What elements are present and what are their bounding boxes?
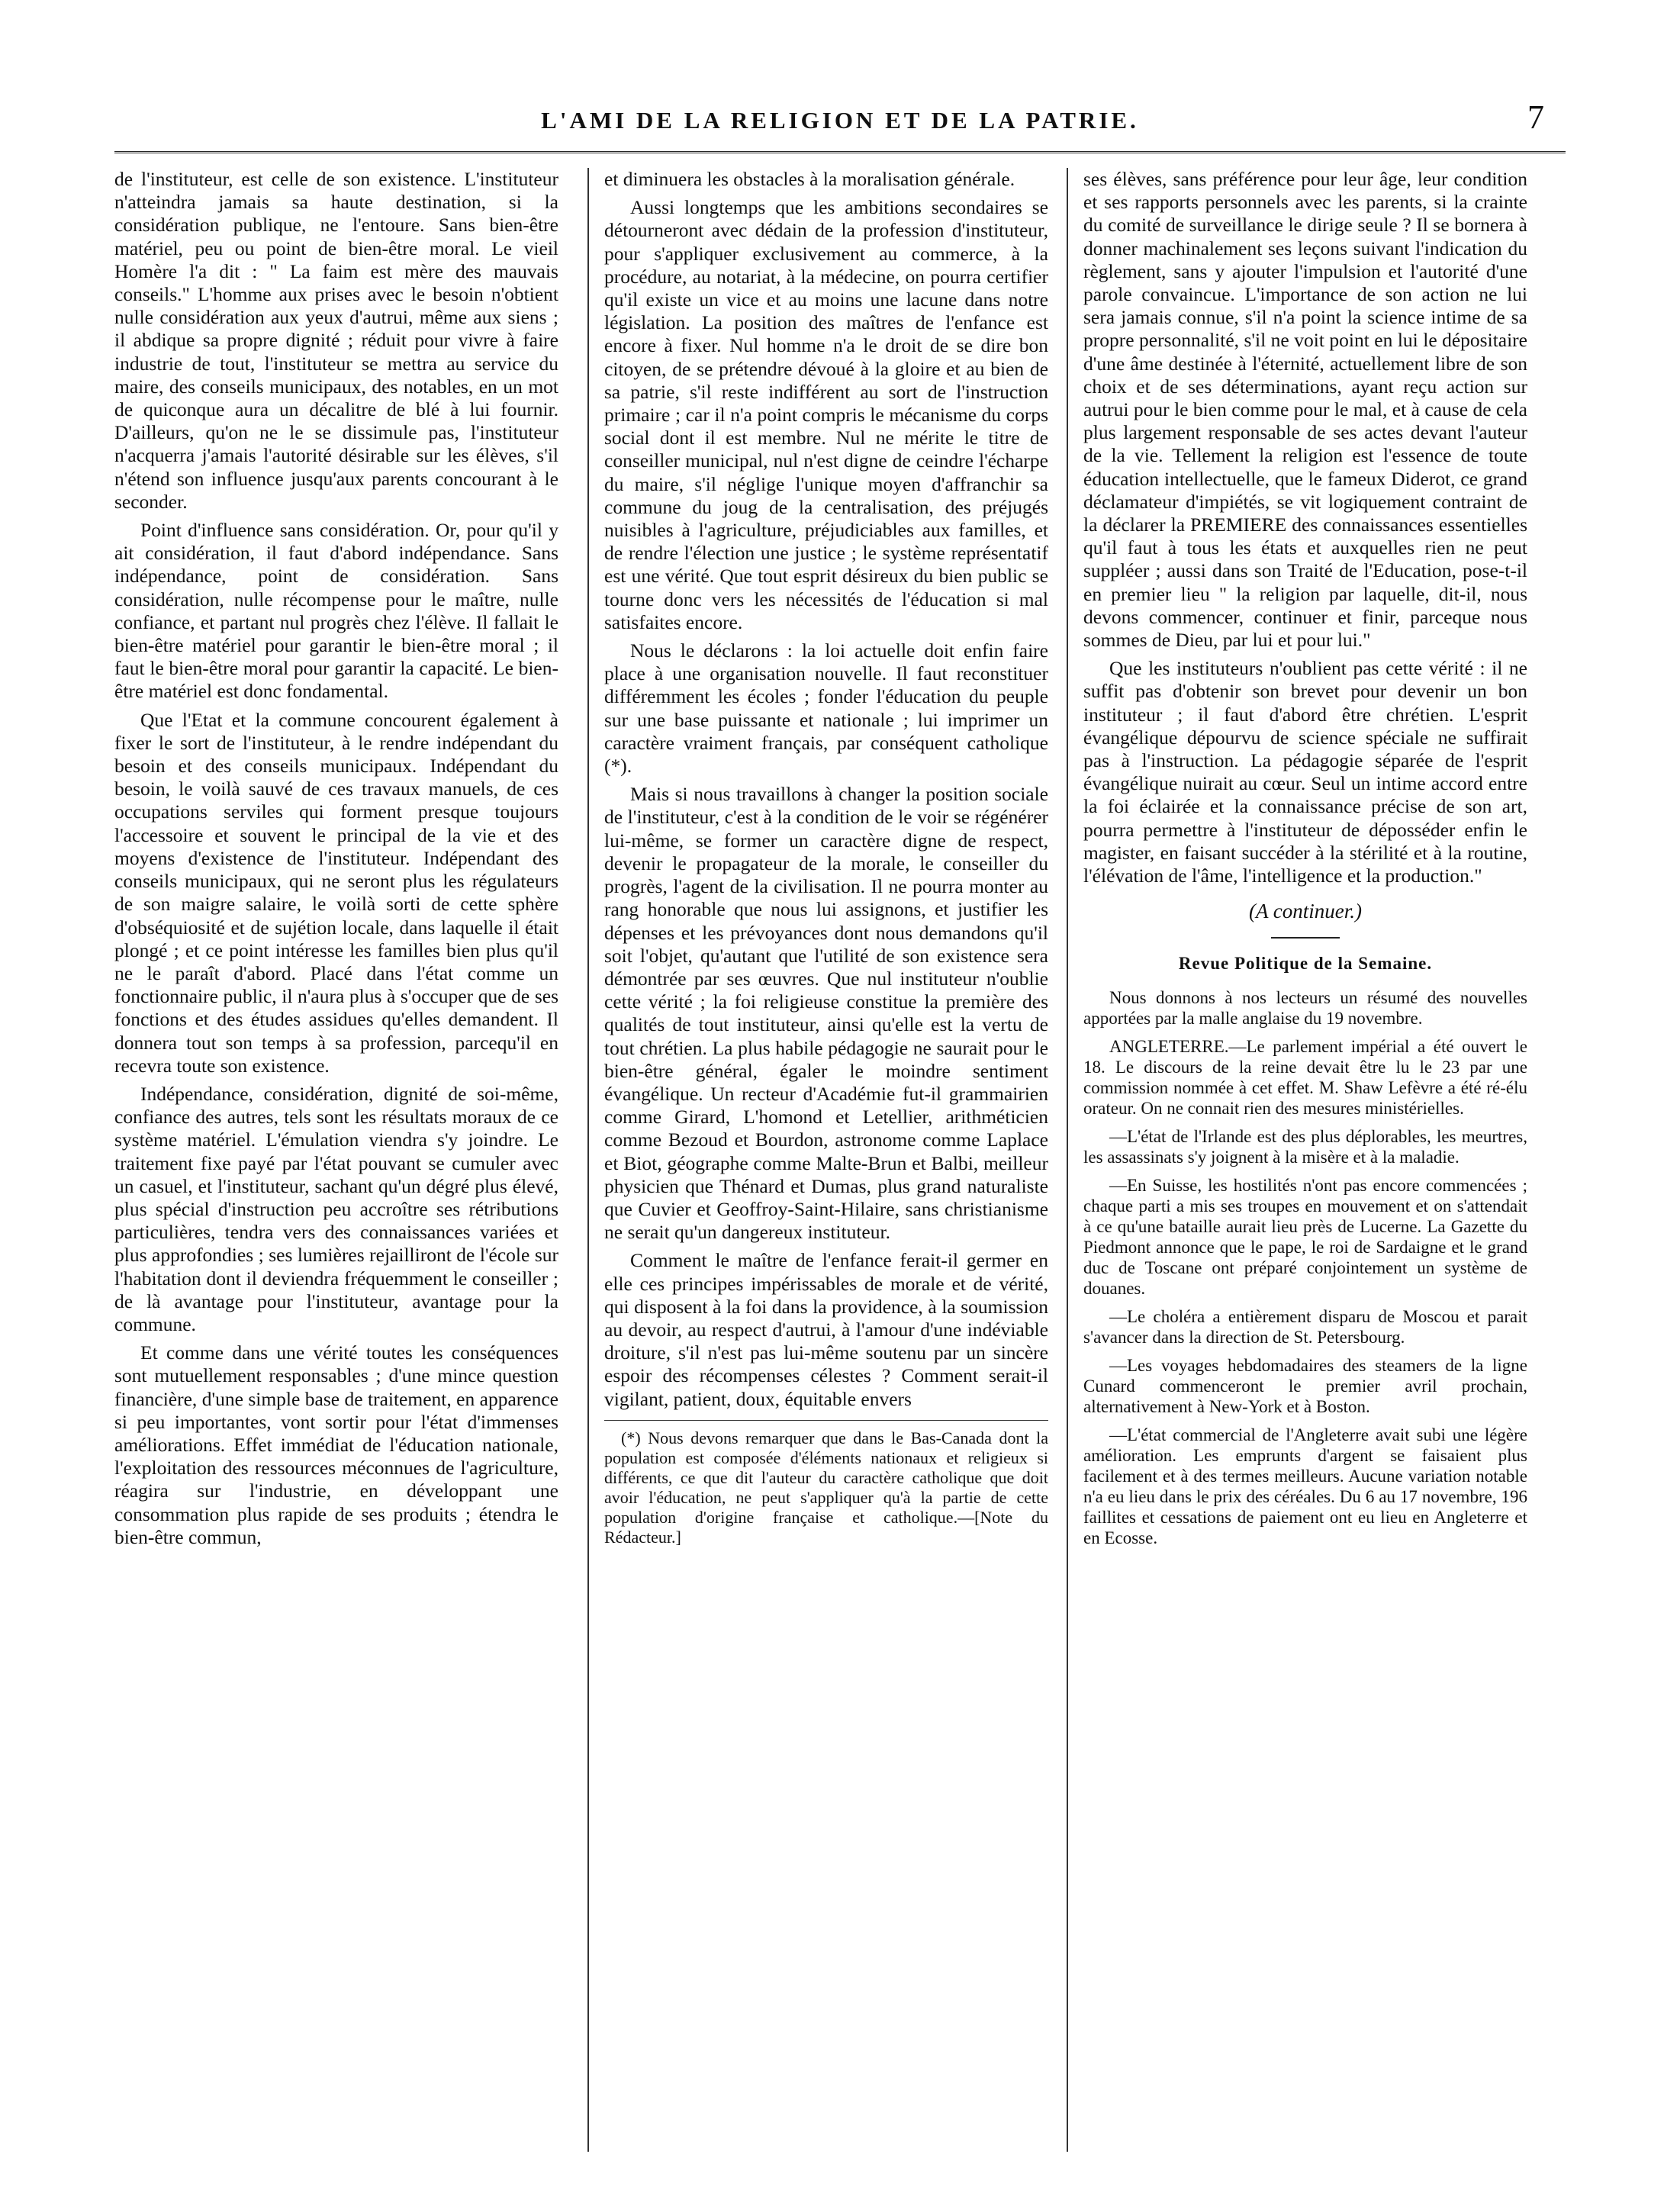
paragraph: de l'instituteur, est celle de son existence. L'instituteur n'atteindra jamais sa haute destination, si la considération publique, ne l'entoure. Sans bien-être matériel, peu ou point de bien-être moral. Le vieil Homère l'a dit : " La faim est mère des mauvais conseils." L'homme aux prises avec le besoin n'obtient nulle considération aux yeux d'autrui, même aux siens ; il abdique sa propre dignité ; réduit pour vivre à faire industrie de tout, l'instituteur se mettra au service du maire, des conseils municipaux, des notables, en un mot de quiconque aura un décalitre de blé à lui fournir. D'ailleurs, qu'on ne le se dissimule pas, l'instituteur n'acquerra j'amais l'autorité désirable sur les élèves, s'il n'étend son influence jusqu'aux parents concourant à le seconder. — [114, 168, 558, 513]
to-be-continued: (A continuer.) — [1249, 900, 1362, 923]
section-rule — [1271, 937, 1340, 939]
footnote — [604, 1420, 1048, 1547]
paragraph: Mais si nous travaillons à changer la position sociale de l'instituteur, c'est à la condition de le voir se régénérer lui-même, se former un caractère digne de respect, devenir le propagateur de la morale, le conseiller du progrès, l'agent de la civilisation. Il ne pourra monter au rang honorable que nous lui assignons, et justifier les dépenses et les prévoyances dont nous demandons qu'il soit l'objet, qu'autant que l'utilité de son existence sera démontrée par ses œuvres. Que nul instituteur n'oublie cette vérité ; la foi religieuse constitue la première des qualités de tout instituteur, ainsi qu'elle est la vertu de tout chrétien. La plus habile pédagogie ne saurait pour le bien-être général, égaler le moindre sentiment évangélique. Un recteur d'Académie fut-il grammairien comme Girard, L'homond et Letellier, arithméticien comme Bezoud et Bourdon, astronome comme Laplace et Biot, géographe comme Malte-Brun et Balbi, meilleur physicien que Thénard et Dumas, plus grand naturaliste que Cuvier et Geoffroy-Saint-Hilaire, sans christianisme ne serait qu'un dangereux instituteur. — [604, 783, 1048, 1244]
paragraph: Nous le déclarons : la loi actuelle doit enfin faire place à une organisation nouvelle. Il faut reconstituer différemment les écoles ; fonder l'éducation du peuple sur une base puissante et nationale ; lui imprimer un caractère vraiment français, par conséquent catholique (*). — [604, 639, 1048, 778]
news-item: —L'état de l'Irlande est des plus déplorables, les meurtres, les assassinats s'y joignent à la misère et à la maladie. — [1083, 1126, 1527, 1167]
news-item: —En Suisse, les hostilités n'ont pas encore commencées ; chaque parti a mis ses troupes en mouvement et on s'attendait à ce qu'une bataille aurait lieu près de Lucerne. La Gazette du Piedmont annonce que le pape, le roi de Sardaigne et le grand duc de Toscane ont préparé conjointement un système de douanes. — [1083, 1175, 1527, 1298]
paragraph: Et comme dans une vérité toutes les conséquences sont mutuellement responsables ; d'une mince question financière, d'une simple base de traitement, en apparence si peu importantes, vont sortir pour l'état d'immenses améliorations. Effet immédiat de l'éducation nationale, l'exploitation des ressources méconnues de l'agriculture, réagira sur l'industrie, en développant une consommation plus rapide de ses produits ; étendra le bien-être commun, — [114, 1341, 558, 1548]
column-2 — [604, 168, 1048, 1553]
paragraph: Point d'influence sans considération. Or, pour qu'il y ait considération, il faut d'abord indépendance. Sans indépendance, point de considération. Sans considération, nulle récompense pour le maître, nulle confiance, et partant nul progrès chez l'élève. Il fallait le bien-être matériel pour garantir le bien-être moral ; il faut le bien-être moral pour garantir la capacité. Le bien-être matériel est donc fondamental. — [114, 519, 558, 703]
news-section — [1083, 987, 1527, 1548]
paragraph: Aussi longtemps que les ambitions secondaires se détourneront avec dédain de la profession d'instituteur, pour s'appliquer exclusivement au commerce, à la procédure, au notariat, à la médecine, on pourra certifier qu'il existe un vice et au moins une lacune dans notre législation. La position des maîtres de l'enfance est encore à fixer. Nul homme n'a le droit de se dire bon citoyen, de se prétendre dévoué à la gloire et au bien de sa patrie, s'il reste indifférent au sort de l'instruction primaire ; car il n'a point compris le mécanisme du corps social dont il est membre. Nul ne mérite le titre de conseiller municipal, nul n'est digne de ceindre l'écharpe du maire, s'il néglige l'unique moyen d'affranchir sa commune du joug de la centralisation, des préjugés nuisibles à l'agriculture, préjudiciables aux familles, et de rendre l'élection une justice ; le système représentatif est une vérité. Que tout esprit désireux du bien public se tourne donc vers les nécessités de l'éducation si mal satisfaites encore. — [604, 196, 1048, 633]
news-item: Nous donnons à nos lecteurs un résumé des nouvelles apportées par la malle anglaise du 19 novembre. — [1083, 987, 1527, 1028]
page-header — [114, 98, 1566, 143]
column-3 — [1083, 168, 1527, 1556]
paragraph: et diminuera les obstacles à la moralisation générale. — [604, 168, 1015, 190]
footnote-text: (*) Nous devons remarquer que dans le Bas-Canada dont la population est composée d'éléments nationaux et religieux si différents, ce que dit l'auteur du caractère catholique que doit avoir l'éducation, ne peut s'appliquer qu'à la partie de cette population d'origine française et catholique.—[Note du Rédacteur.] — [604, 1428, 1048, 1547]
news-item: —Le choléra a entièrement disparu de Moscou et parait s'avancer dans la direction de St. Petersbourg. — [1083, 1306, 1527, 1347]
paragraph: Que les instituteurs n'oublient pas cette vérité : il ne suffit pas d'obtenir son brevet pour devenir un bon instituteur ; il faut d'abord être chrétien. L'esprit évangélique dépourvu de science spéciale ne suffirait pas à l'instruction. La pédagogie séparée de l'esprit évangélique nuirait au cœur. Seul un intime accord entre la foi éclairée et la connaissance précise de son art, pourra permettre à l'instituteur de déposséder enfin le magister, en faisant succéder à la stérilité et à la routine, l'élévation de l'âme, l'intelligence et la production." — [1083, 657, 1527, 887]
paragraph: Que l'Etat et la commune concourent également à fixer le sort de l'instituteur, à le rendre indépendant du besoin et des conseils municipaux. Indépendant du besoin, le voilà sauvé de ces travaux manuels, de ces occupations serviles qui forment presque toujours l'accessoire et souvent le principal de la vie et des moyens d'existence de l'instituteur. Indépendant des conseils municipaux, qui ne seront plus les régulateurs de son maigre salaire, le voilà sorti de cette sphère d'obséquiosité et de sujétion locale, dans laquelle il était plongé ; et ce point intéresse les familles bien plus qu'il ne le paraît d'abord. Placé dans l'état comme un fonctionnaire public, il n'aura plus à s'occuper que de ses fonctions et des études assidues qu'elles demandent. Il donnera tout son temps à sa profession, parcequ'il en recevra toute son existence. — [114, 708, 558, 1077]
paragraph: ses élèves, sans préférence pour leur âge, leur condition et ses rapports personnels avec les parents, si la crainte du comité de surveillance le dirige seule ? Il se bornera à donner machinalement ses leçons suivant l'indication du règlement, sans y ajouter l'impulsion et l'autorité d'une parole convaincue. L'importance de son action ne lui sera jamais connue, s'il n'a point la science intime de sa propre personnalité, s'il ne voit point en lui le dépositaire d'une âme destinée à l'éternité, actuellement libre de son choix et de ses déterminations, ayant reçu action sur autrui pour le bien comme pour le mal, et à cause de cela plus largement responsable de ses actes devant l'auteur de la vie. Tellement la religion est l'essence de toute éducation intellectuelle, que le fameux Diderot, ce grand déclamateur d'impiétés, se vit logiquement contraint de la déclarer la PREMIERE des connaissances essentielles qu'il faut à tous les états et auxquelles rien ne peut suppléer ; aussi dans son Traité de l'Education, pose-t-il en premier lieu " la religion par laquelle, dit-il, nous devons commencer, continuer et finir, parceque nous sommes de Dieu, par lui et pour lui." — [1083, 168, 1527, 652]
column-divider — [1067, 168, 1068, 2152]
news-item: —L'état commercial de l'Angleterre avait subi une légère amélioration. Les emprunts d'argent se faisaient plus facilement et à des termes meilleurs. Aucune variation notable n'a eu lieu dans le prix des céréales. Du 6 au 17 novembre, 196 faillites et cessations de paiement ont eu lieu en Angleterre et en Ecosse. — [1083, 1425, 1527, 1547]
running-title: L'AMI DE LA RELIGION ET DE LA PATRIE. — [541, 107, 1139, 134]
page-number: 7 — [1527, 98, 1544, 136]
news-item: ANGLETERRE.—Le parlement impérial a été ouvert le 18. Le discours de la reine devait être lu le 23 par une commission nommée à cet effet. M. Shaw Lefèvre a été ré-élu orateur. On ne connait rien des mesures ministérielles. — [1083, 1036, 1527, 1118]
section-heading: Revue Politique de la Semaine. — [1178, 953, 1433, 973]
paragraph: Indépendance, considération, dignité de soi-même, confiance des autres, tels sont les résultats moraux de ce système matériel. L'émulation viendra s'y joindre. Le traitement fixe payé par l'état pouvant se cumuler avec un casuel, et l'instituteur, sachant qu'un dégré plus élevé, plus spécial d'instruction peu accroître ses rétributions particulières, tendra vers des connaissances variées et plus approfondies ; ses lumières rejailliront de l'école sur l'habitation dont il deviendra fréquemment le conseiller ; de là avantage pour l'instituteur, avantage pour la commune. — [114, 1082, 558, 1335]
header-rule — [114, 151, 1566, 153]
paragraph: Comment le maître de l'enfance ferait-il germer en elle ces principes impérissables de morale et de vérité, qui disposent à la foi dans la providence, à la soumission au devoir, au respect d'autrui, à l'amour d'une indéviable droiture, s'il n'est pas lui-même soutenu par un sincère espoir des récompenses célestes ? Comment serait-il vigilant, patient, doux, équitable envers — [604, 1249, 1048, 1410]
column-1 — [114, 168, 558, 1554]
news-item: —Les voyages hebdomadaires des steamers de la ligne Cunard commenceront le premier avril prochain, alternativement à New-York et à Boston. — [1083, 1355, 1527, 1416]
column-divider — [587, 168, 589, 2152]
